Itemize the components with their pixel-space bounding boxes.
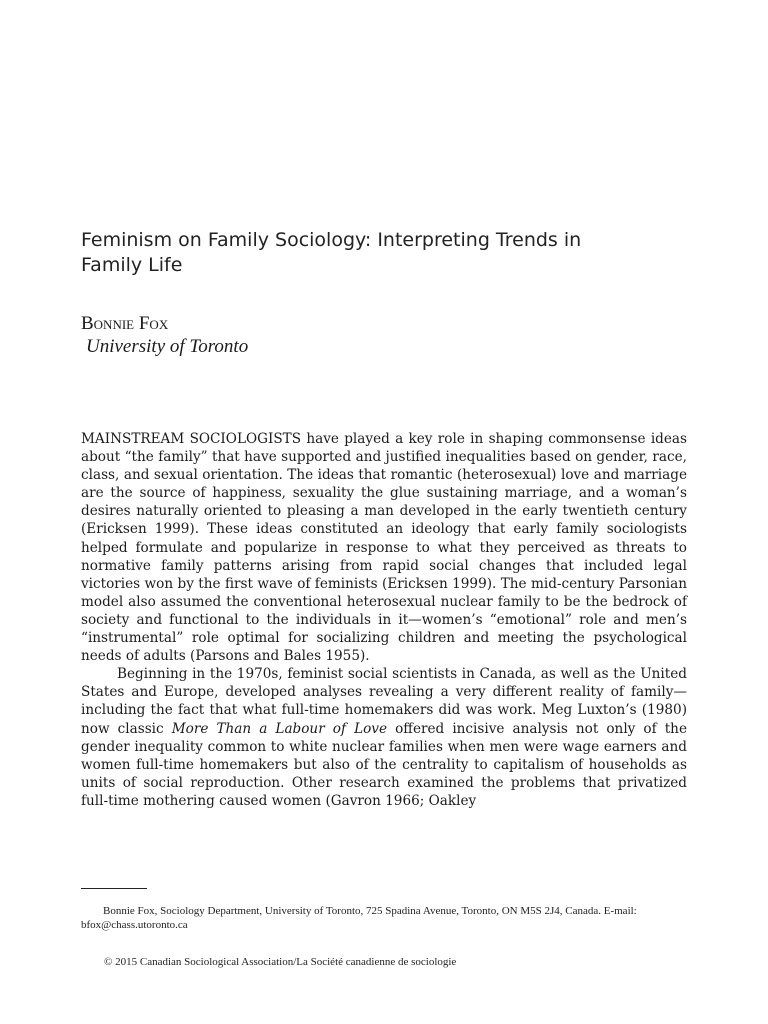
author-footnote: Bonnie Fox, Sociology Department, University of Toronto, 725 Spadina Avenue, Toronto, ON M5S 2J4, Canada. E-mail: bfox@chass.utoronto.ca xyxy=(81,905,637,931)
paragraph-2-text-end: offered incisive analysis not only of the gender inequality common to white nuclear families when men were wage earners and women full-time homemakers but also of the centrality to capitalism of households as units of social reproduction. Other research examined the problems that privatized full-time mothering caused women (Gavron 1966; Oakley xyxy=(81,720,687,809)
article-title: Feminism on Family Sociology: Interpreting Trends in Family Life xyxy=(81,229,582,276)
author-affiliation: University of Toronto xyxy=(86,336,249,357)
footnote-divider xyxy=(81,888,147,889)
paragraph-2-text-start: Beginning in the 1970s, feminist social scientists in Canada, as well as the United States and Europe, developed analyses revealing a very different reality of family—including the fact that what full-time homemakers did was work. Meg Luxton’s (1980) now classic xyxy=(81,666,687,737)
article-body xyxy=(81,430,687,810)
book-title: More Than a Labour of Love xyxy=(171,720,388,737)
author-name: Bonnie Fox xyxy=(81,313,169,334)
paragraph-1: MAINSTREAM SOCIOLOGISTS have played a key role in shaping commonsense ideas about “the family” that have supported and justified inequalities based on gender, race, class, and sexual orientation. The ideas that romantic (heterosexual) love and marriage are the source of happiness, sexuality the glue sustaining marriage, and a woman’s desires naturally oriented to pleasing a man developed in the early twentieth century (Ericksen 1999). These ideas constituted an ideology that early family sociologists helped formulate and popularize in response to what they perceived as threats to normative family patterns arising from rapid social changes that included legal victories won by the first wave of feminists (Ericksen 1999). The mid-century Parsonian model also assumed the conventional heterosexual nuclear family to be the bedrock of society and functional to the individuals in it—women’s “emotional” role and men’s “instrumental” role optimal for socializing children and meeting the psychological needs of adults (Parsons and Bales 1955). xyxy=(81,431,687,665)
paragraph-2 xyxy=(81,665,687,810)
copyright-notice: © 2015 Canadian Sociological Association/La Société canadienne de sociologie xyxy=(104,956,457,968)
